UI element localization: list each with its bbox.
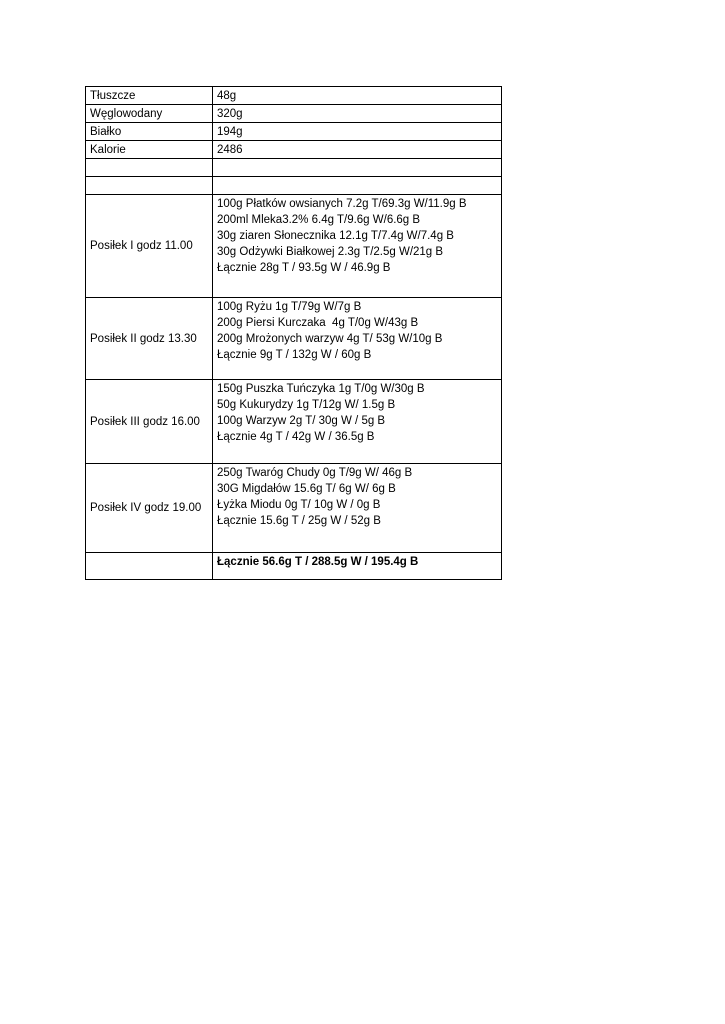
meal-item: 200g Piersi Kurczaka 4g T/0g W/43g B (217, 317, 419, 329)
protein-value: 194g (213, 123, 502, 141)
calories-label: Kalorie (86, 141, 213, 159)
meal-item: 30g ziaren Słonecznika 12.1g T/7.4g W/7.4g B (217, 230, 454, 242)
carbs-label: Węglowodany (86, 105, 213, 123)
meal-3-label: Posiłek III godz 16.00 (86, 380, 213, 464)
protein-label: Białko (86, 123, 213, 141)
meal-4-items (213, 464, 502, 553)
meal-item: 100g Ryżu 1g T/79g W/7g B (217, 301, 362, 313)
table-row-calories (86, 141, 502, 159)
table-row-meal-4 (86, 464, 502, 553)
meal-total: Łącznie 28g T / 93.5g W / 46.9g B (217, 262, 391, 274)
empty-cell (86, 159, 213, 177)
meal-item: 30G Migdałów 15.6g T/ 6g W/ 6g B (217, 483, 396, 495)
empty-cell (213, 159, 502, 177)
nutrition-table (85, 86, 502, 580)
meal-total: Łącznie 4g T / 42g W / 36.5g B (217, 431, 375, 443)
fat-label: Tłuszcze (86, 87, 213, 105)
meal-item: 30g Odżywki Białkowej 2.3g T/2.5g W/21g B (217, 246, 444, 258)
meal-item: 100g Płatków owsianych 7.2g T/69.3g W/11.9g B (217, 198, 467, 210)
table-row-meal-1 (86, 195, 502, 298)
table-row-meal-3 (86, 380, 502, 464)
empty-cell (86, 177, 213, 195)
meal-total: Łącznie 15.6g T / 25g W / 52g B (217, 515, 381, 527)
meal-4-label: Posiłek IV godz 19.00 (86, 464, 213, 553)
empty-cell (213, 177, 502, 195)
table-row-fat (86, 87, 502, 105)
meal-item: 250g Twaróg Chudy 0g T/9g W/ 46g B (217, 467, 413, 479)
meal-item: 200g Mrożonych warzyw 4g T/ 53g W/10g B (217, 333, 443, 345)
meal-total: Łącznie 9g T / 132g W / 60g B (217, 349, 372, 361)
fat-value: 48g (213, 87, 502, 105)
meal-item: 200ml Mleka3.2% 6.4g T/9.6g W/6.6g B (217, 214, 421, 226)
table-row-empty (86, 159, 502, 177)
meal-1-items (213, 195, 502, 298)
meal-3-items (213, 380, 502, 464)
calories-value: 2486 (213, 141, 502, 159)
grand-total: Łącznie 56.6g T / 288.5g W / 195.4g B (213, 553, 502, 580)
table-row-meal-2 (86, 298, 502, 380)
carbs-value: 320g (213, 105, 502, 123)
meal-item: Łyżka Miodu 0g T/ 10g W / 0g B (217, 499, 381, 511)
meal-item: 150g Puszka Tuńczyka 1g T/0g W/30g B (217, 383, 425, 395)
empty-cell (86, 553, 213, 580)
meal-2-items (213, 298, 502, 380)
table-row-empty (86, 177, 502, 195)
table-row-carbs (86, 105, 502, 123)
meal-2-label: Posiłek II godz 13.30 (86, 298, 213, 380)
meal-1-label: Posiłek I godz 11.00 (86, 195, 213, 298)
table-row-protein (86, 123, 502, 141)
meal-item: 100g Warzyw 2g T/ 30g W / 5g B (217, 415, 386, 427)
table-row-grand-total (86, 553, 502, 580)
meal-item: 50g Kukurydzy 1g T/12g W/ 1.5g B (217, 399, 396, 411)
